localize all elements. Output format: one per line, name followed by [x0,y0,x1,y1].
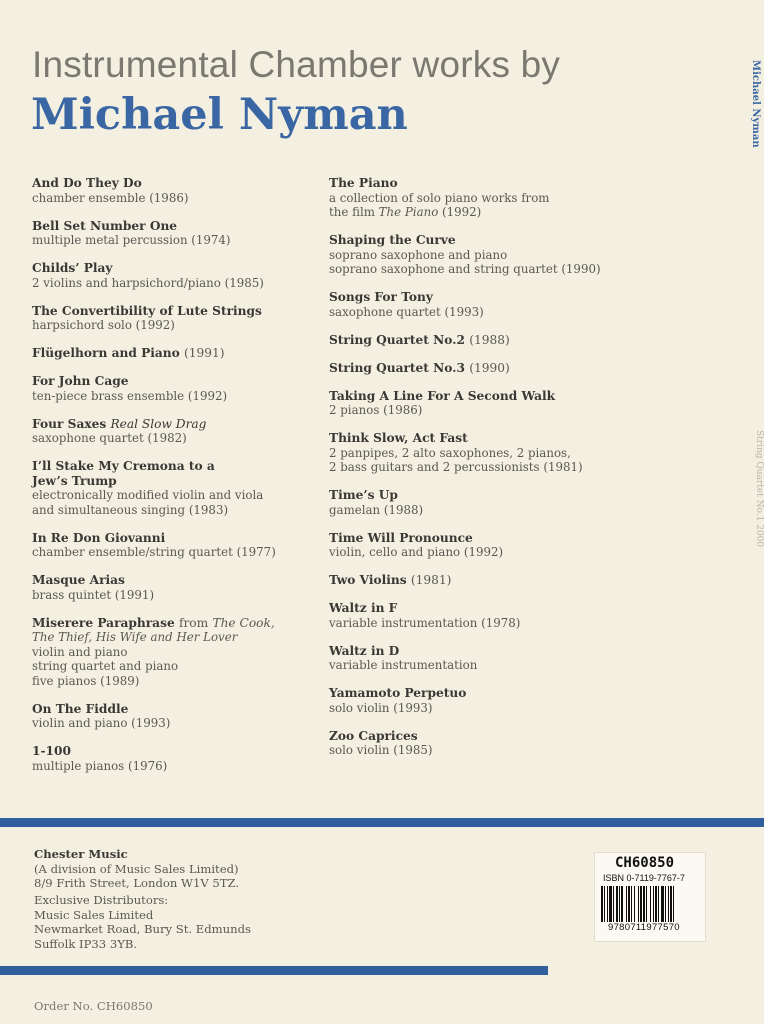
work-title: Shaping the Curve [329,233,456,247]
work-title-text: String Quartet No.3 [329,360,465,375]
work-title [329,573,629,588]
barcode-bar [638,886,639,922]
work-title: In Re Don Giovanni [32,530,166,545]
barcode-label [594,852,706,942]
work-desc: brass quintet (1991) [32,587,155,602]
list-item [32,531,302,560]
work-title: Waltz in D [329,643,400,658]
work-source-cont: The Thief, His Wife and Her Lover [32,630,238,644]
list-item [32,573,302,602]
barcode-bar [670,886,672,922]
composer-name: Michael Nyman [31,90,408,140]
list-item [32,417,302,446]
barcode-bar [658,886,659,922]
list-item [329,729,629,758]
work-year: (1988) [469,332,510,347]
work-desc: violin and piano [32,644,128,659]
work-desc: multiple metal percussion (1974) [32,233,231,247]
barcode-bar [634,886,635,922]
list-item [329,290,629,319]
distributor-line: Suffolk IP33 3YB. [34,936,138,951]
work-desc: multiple pianos (1976) [32,758,168,773]
list-item [329,176,629,220]
barcode-bar [643,886,645,922]
work-desc: chamber ensemble (1986) [32,190,189,205]
work-year: (1991) [184,346,225,360]
list-item [329,686,629,715]
publisher-line: (A division of Music Sales Limited) [34,861,239,876]
work-desc: five pianos (1989) [32,673,140,688]
barcode-bar [640,886,642,922]
work-title: Childs’ Play [32,261,113,275]
distributor-line: Exclusive Distributors: [34,893,169,907]
work-desc: gamelan (1988) [329,502,424,517]
list-item [329,389,629,418]
work-title-text: Four Saxes [32,416,107,431]
order-number: Order No. CH60850 [34,999,153,1013]
work-desc-post: (1992) [438,205,482,219]
work-title-text: Two Violins [329,573,407,587]
publisher-line: 8/9 Frith Street, London W1V 5TZ. [34,876,240,890]
work-desc-pre: the film [329,205,379,219]
work-title: The Piano [329,176,398,190]
publisher-block [34,847,239,891]
list-item [32,176,302,205]
work-title: Zoo Caprices [329,728,418,743]
work-title: Think Slow, Act Fast [329,431,468,445]
work-title: Waltz in F [329,601,398,615]
work-desc: solo violin (1993) [329,700,433,715]
catalogue-code: CH60850 [615,855,675,871]
work-title-cont: Jew’s Trump [32,473,117,488]
work-desc: variable instrumentation (1978) [329,615,521,630]
barcode-icon [601,886,697,922]
list-item [32,346,302,361]
distributor-line: Newmarket Road, Bury St. Edmunds [34,922,251,936]
barcode-bar [668,886,669,922]
work-title-text: String Quartet No.2 [329,332,465,347]
barcode-bar [631,886,632,922]
work-desc: 2 pianos (1986) [329,403,423,417]
work-desc: harpsichord solo (1992) [32,318,175,332]
divider-band-top [0,818,764,827]
barcode-bar [604,886,605,922]
work-desc: violin, cello and piano (1992) [329,545,504,559]
barcode-bar [607,886,608,922]
list-item [329,361,629,376]
barcode-bar [650,886,651,922]
work-desc-italic: The Piano [378,205,439,219]
work-desc [329,205,629,220]
work-desc: electronically modified violin and viola [32,488,264,502]
barcode-bar [621,886,623,922]
list-item [329,233,629,277]
works-list-left [32,176,302,787]
work-title: Time’s Up [329,488,398,502]
work-desc: soprano saxophone and string quartet (1990) [329,262,601,276]
list-item [32,374,302,403]
list-item [329,531,629,560]
work-title: Taking A Line For A Second Walk [329,388,556,403]
work-title: On The Fiddle [32,701,129,716]
distributor-line: Music Sales Limited [34,907,154,922]
work-title: Bell Set Number One [32,218,178,233]
work-title: 1-100 [32,744,71,758]
work-title: Time Will Pronounce [329,530,473,545]
work-title [329,361,629,376]
work-desc: 2 violins and harpsichord/piano (1985) [32,275,264,290]
list-item [329,644,629,673]
isbn-text: ISBN 0-7119-7767-7 [603,873,685,883]
barcode-bar [616,886,618,922]
work-desc: saxophone quartet (1982) [32,431,187,445]
work-year: (1981) [410,573,452,587]
spine-label [748,60,764,150]
work-desc: a collection of solo piano works from [329,190,550,205]
work-title [32,346,302,361]
work-title: I’ll Stake My Cremona to a [32,459,215,473]
list-item [32,459,302,517]
work-desc: 2 panpipes, 2 alto saxophones, 2 pianos, [329,445,571,460]
barcode-bar [619,886,620,922]
work-title: Songs For Tony [329,290,433,304]
list-item [329,573,629,588]
barcode-bar [673,886,674,922]
spine-faint-text: String Quartet No.1 2000 [754,430,764,548]
barcode-bar [601,886,603,922]
work-title: And Do They Do [32,176,142,190]
list-item [32,744,302,773]
work-title [329,333,629,348]
work-desc: chamber ensemble/string quartet (1977) [32,545,276,559]
list-item [329,431,629,475]
work-desc: string quartet and piano [32,659,179,673]
publisher-name: Chester Music [34,847,128,861]
work-title [32,417,302,432]
barcode-bar [613,886,614,922]
spine-text: Michael Nyman [750,60,761,148]
barcode-bar [646,886,647,922]
heading-subtitle: Instrumental Chamber works by [32,44,561,85]
work-desc: and simultaneous singing (1983) [32,502,229,517]
work-source: The Cook, [212,615,275,630]
barcode-bar [628,886,630,922]
work-subtitle: Real Slow Drag [110,416,207,431]
list-item [32,616,302,689]
barcode-bar [653,886,654,922]
list-item [32,219,302,248]
work-title-text: Flügelhorn and Piano [32,346,180,360]
work-year: (1990) [469,360,510,375]
barcode-bar [665,886,666,922]
work-title: For John Cage [32,374,129,388]
work-desc: 2 bass guitars and 2 percussionists (1981) [329,460,583,474]
work-from: from [178,615,209,630]
works-list-right [329,176,629,771]
work-title: Masque Arias [32,573,125,587]
distributor-block [34,893,251,951]
list-item [32,702,302,731]
work-desc: solo violin (1985) [329,743,433,757]
work-desc: variable instrumentation [329,658,478,672]
barcode-bar [626,886,627,922]
work-title: The Convertibility of Lute Strings [32,303,262,318]
work-desc: violin and piano (1993) [32,716,171,730]
barcode-bar [609,886,612,922]
barcode-bar [661,886,664,922]
list-item [32,261,302,290]
barcode-bar [655,886,657,922]
list-item [329,601,629,630]
barcode-number: 9780711977570 [608,922,680,933]
list-item [32,304,302,333]
work-desc: ten-piece brass ensemble (1992) [32,388,228,403]
list-item [329,488,629,517]
spine-faint-label [754,430,764,600]
divider-band-bottom [0,966,548,975]
work-title [32,616,302,631]
work-desc: soprano saxophone and piano [329,247,508,262]
work-desc: saxophone quartet (1993) [329,304,484,319]
work-title-text: Miserere Paraphrase [32,615,175,630]
list-item [329,333,629,348]
work-title: Yamamoto Perpetuo [329,686,467,700]
